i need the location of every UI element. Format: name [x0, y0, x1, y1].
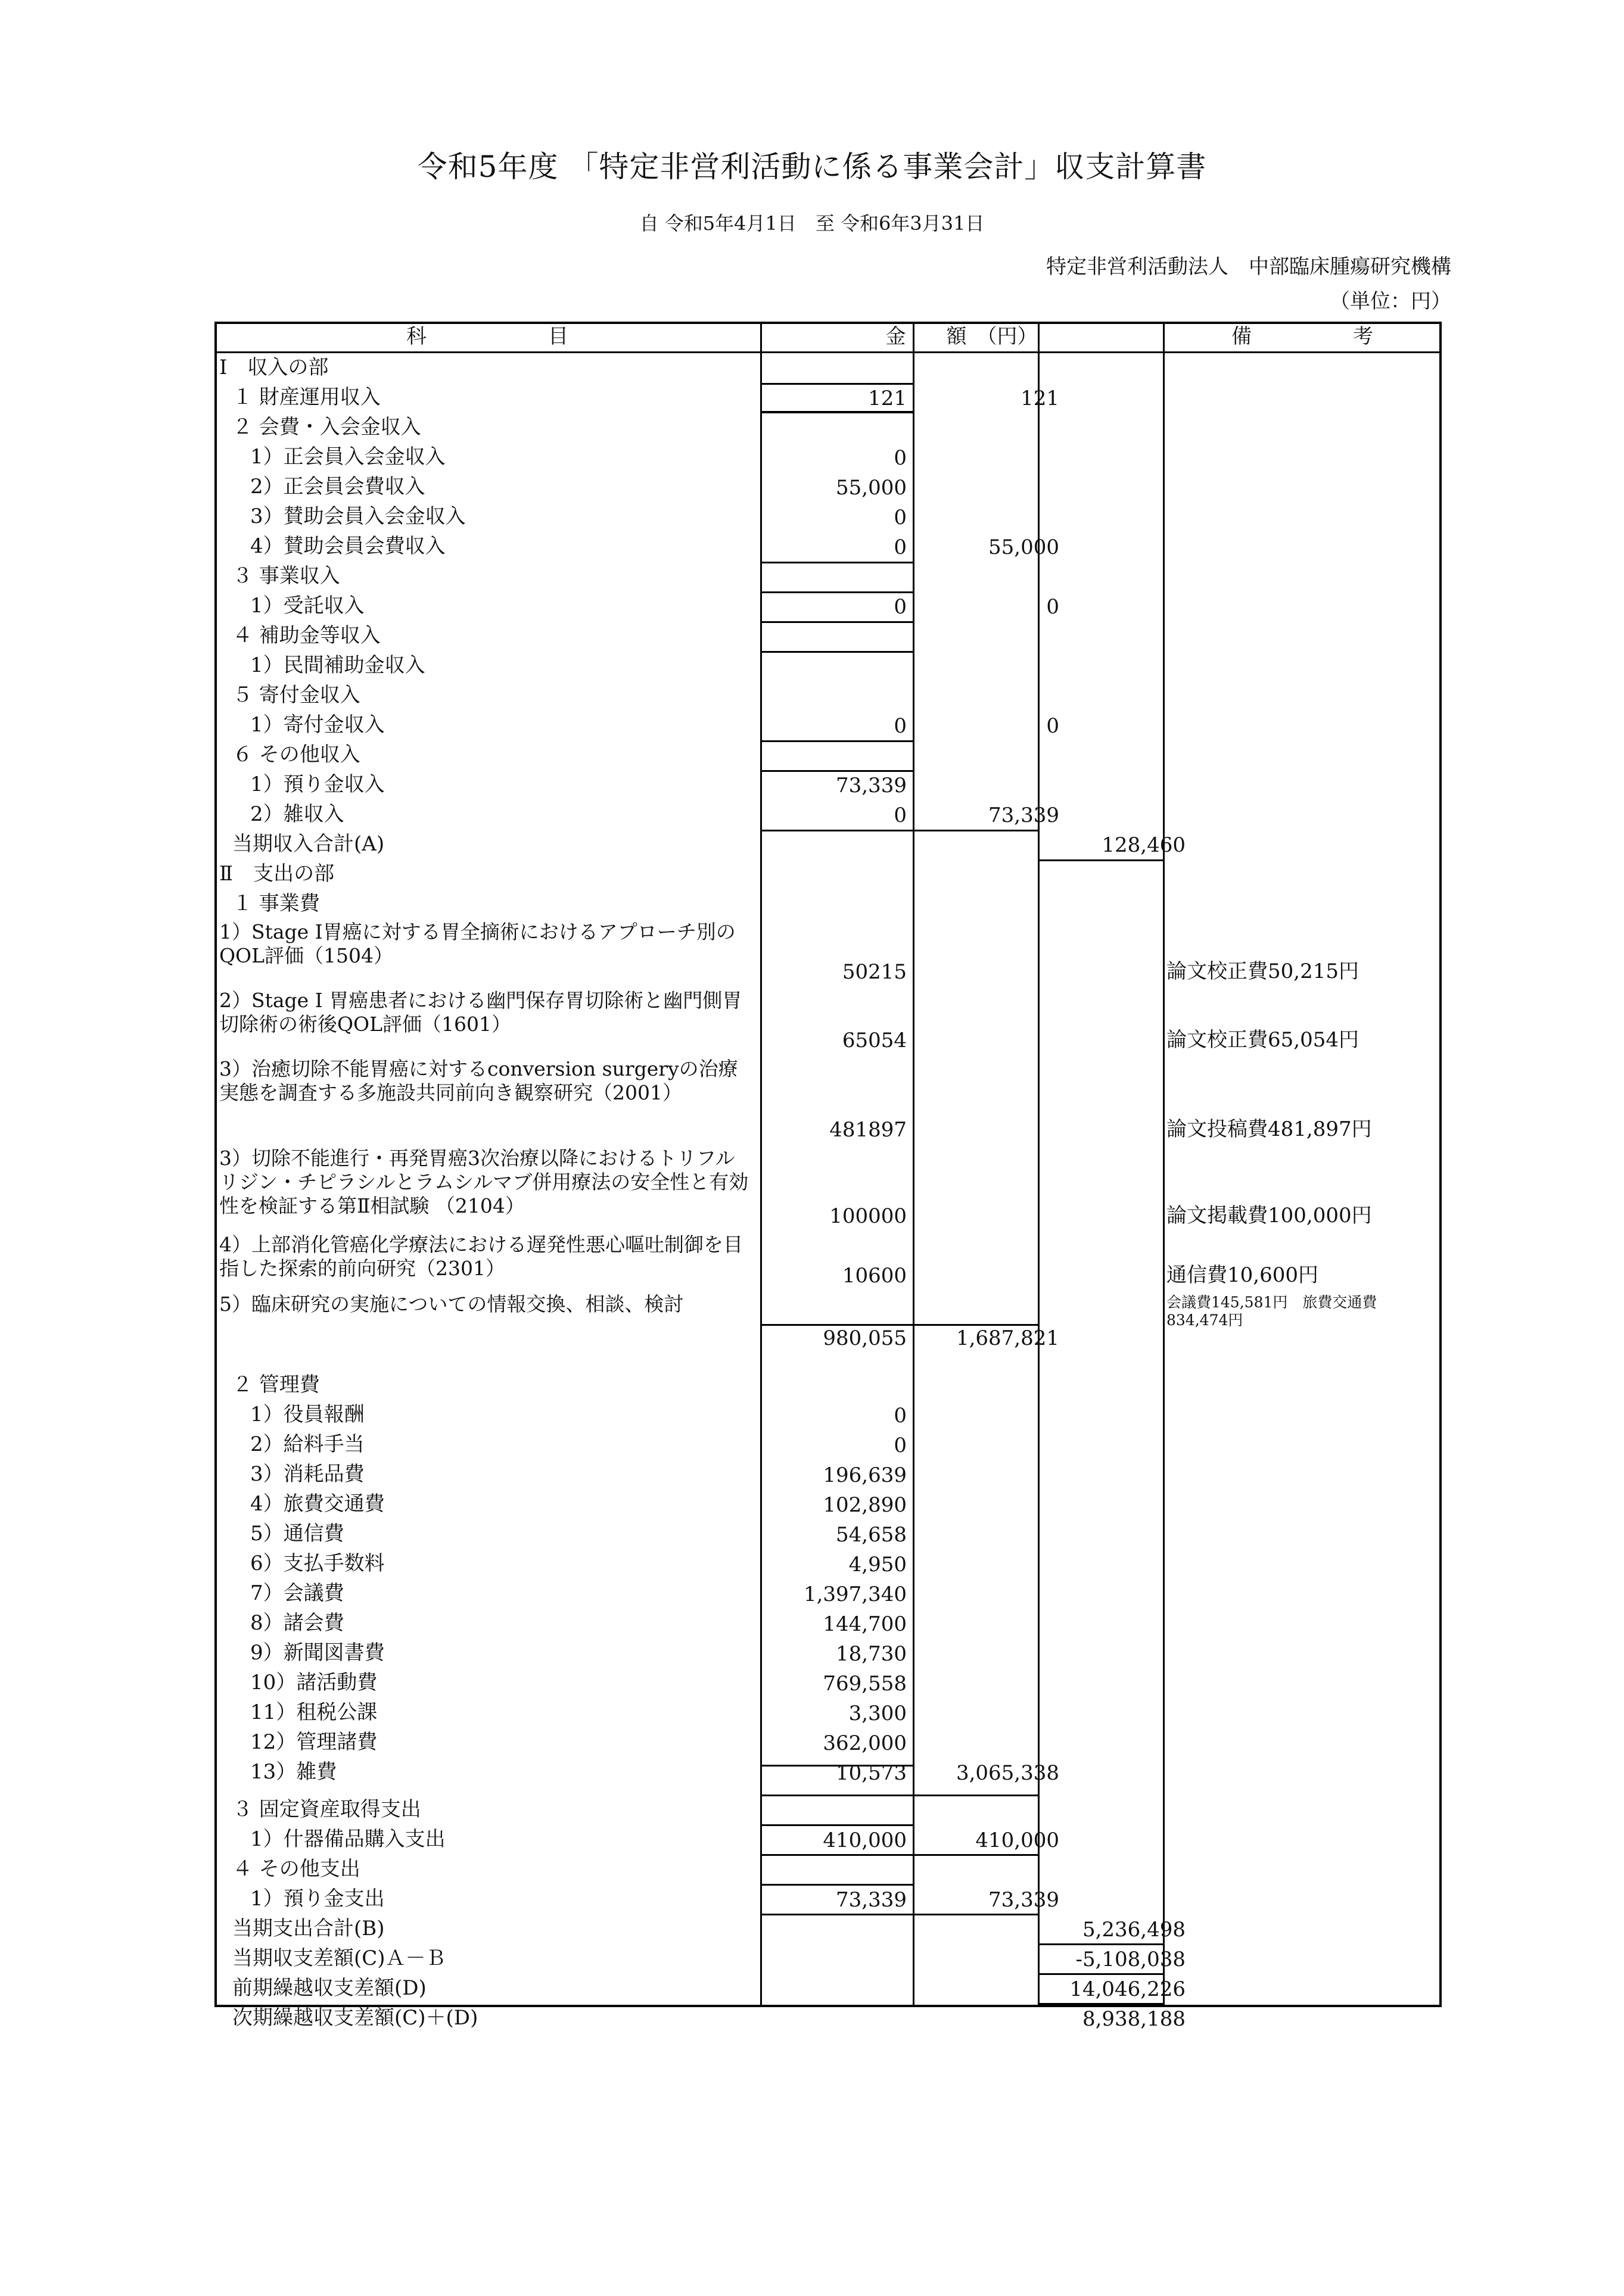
- amount-subtotal: 0: [1046, 714, 1059, 738]
- table-row: [214, 920, 1442, 986]
- table-row: [214, 1757, 1442, 1787]
- header-remarks: 備 考: [1231, 325, 1373, 348]
- row-label: 2）正会員会費収入: [250, 475, 425, 499]
- amount-subtotal: 73,339: [988, 803, 1059, 827]
- header-subject: 科 目: [406, 325, 568, 348]
- row-label: Ⅰ 収入の部: [219, 356, 329, 379]
- page-title: 令和5年度 「特定非営利活動に係る事業会計」収支計算書: [417, 149, 1207, 184]
- amount-detail: 0: [894, 803, 907, 827]
- unit-label: （単位：円）: [1330, 289, 1451, 313]
- row-label: 12）管理諸費: [250, 1730, 378, 1754]
- row-label: 前期繰越収支差額(D): [232, 1976, 427, 2000]
- row-label: 当期支出合計(B): [232, 1917, 385, 1940]
- amount-detail: 73,339: [836, 774, 907, 797]
- row-label: 4）賛助会員会費収入: [250, 534, 446, 558]
- table-row: [214, 1943, 1442, 1973]
- amount-detail: 100000: [829, 1204, 907, 1228]
- row-label: ４ その他支出: [232, 1857, 360, 1881]
- row-label: １ 財産運用収入: [232, 385, 381, 409]
- row-label: 1）什器備品購入支出: [250, 1827, 446, 1851]
- table-row: [214, 2003, 1442, 2033]
- table-row: [214, 1668, 1442, 1697]
- row-label: 1）寄付金収入: [250, 713, 385, 737]
- table-row: [214, 1549, 1442, 1578]
- amount-detail: 18,730: [836, 1642, 907, 1666]
- amount-detail: 0: [894, 1404, 907, 1428]
- table-row: [214, 1727, 1442, 1757]
- amount-detail: 0: [894, 446, 907, 470]
- amount-detail: 102,890: [823, 1493, 907, 1517]
- table-row: [214, 1638, 1442, 1668]
- amount-detail: 10600: [842, 1264, 907, 1288]
- row-label: Ⅱ 支出の部: [219, 862, 335, 886]
- table-row: [214, 1824, 1442, 1854]
- amount-subtotal: 0: [1046, 595, 1059, 619]
- amount-detail: 144,700: [823, 1612, 907, 1636]
- table-row: [214, 650, 1442, 680]
- amount-detail: 196,639: [823, 1463, 907, 1487]
- table-row: [214, 989, 1442, 1054]
- table-row: [214, 1489, 1442, 1519]
- amount-detail: 50215: [842, 960, 907, 984]
- amount-detail: 3,300: [848, 1702, 907, 1725]
- table-row: [214, 382, 1442, 412]
- row-label: 当期収入合計(A): [232, 832, 385, 856]
- amount-detail: 0: [894, 714, 907, 738]
- table-row: [214, 1400, 1442, 1429]
- table-row: [214, 1854, 1442, 1884]
- table-row: [214, 1914, 1442, 1943]
- row-label: ５ 寄付金収入: [232, 683, 360, 707]
- amount-total: 14,046,226: [1069, 1977, 1186, 2001]
- row-label: ３ 事業収入: [232, 564, 340, 588]
- budget-table: [214, 322, 1442, 2031]
- row-label: 3）治癒切除不能胃癌に対するconversion surgeryの治療実態を調査する多施設共同前向き観察研究（2001）: [219, 1057, 738, 1104]
- row-label: 1）正会員入会金収入: [250, 445, 446, 469]
- amount-detail: 769,558: [823, 1672, 907, 1696]
- amount-detail: 410,000: [823, 1828, 907, 1852]
- amount-detail: 10,573: [836, 1761, 907, 1785]
- table-row: [214, 591, 1442, 621]
- amount-detail: 0: [894, 506, 907, 529]
- table-row: [214, 710, 1442, 740]
- row-label: ２ 管理費: [232, 1373, 320, 1397]
- table-row: [214, 472, 1442, 501]
- row-label: 次期繰越収支差額(C)＋(D): [232, 2006, 478, 2030]
- amount-total: 5,236,498: [1082, 1918, 1186, 1942]
- table-row: [214, 1608, 1442, 1638]
- amount-detail: 1,397,340: [803, 1582, 907, 1606]
- row-label: 2）雑収入: [250, 802, 344, 826]
- amount-total: -5,108,038: [1075, 1948, 1186, 1971]
- row-remark: 論文校正費65,054円: [1166, 1028, 1359, 1052]
- row-label: 9）新聞図書費: [250, 1641, 385, 1665]
- row-remark: 論文校正費50,215円: [1166, 959, 1359, 983]
- row-label: １ 事業費: [232, 892, 320, 915]
- row-label: 13）雑費: [250, 1760, 337, 1784]
- row-label: ６ その他収入: [232, 743, 360, 767]
- table-row: [214, 1370, 1442, 1400]
- row-remark: 論文投稿費481,897円: [1166, 1117, 1372, 1141]
- amount-detail: 121: [868, 387, 907, 410]
- amount-total: 128,460: [1102, 833, 1186, 857]
- table-row: [214, 1429, 1442, 1459]
- row-label: ３ 固定資産取得支出: [232, 1797, 421, 1821]
- amount-detail: 65054: [842, 1029, 907, 1052]
- table-row: [214, 1697, 1442, 1727]
- table-row: [214, 531, 1442, 561]
- row-label: 2）給料手当: [250, 1432, 365, 1456]
- header-amount: 金 額 （円）: [885, 325, 1038, 348]
- table-row: [214, 501, 1442, 531]
- row-label: 3）賛助会員入会金収入: [250, 504, 466, 528]
- amount-total: 8,938,188: [1082, 2007, 1186, 2031]
- amount-subtotal: 3,065,338: [956, 1761, 1059, 1785]
- table-row: [214, 740, 1442, 770]
- amount-detail: 54,658: [836, 1523, 907, 1547]
- table-row: [214, 1459, 1442, 1489]
- table-row: [214, 1973, 1442, 2003]
- amount-detail: 73,339: [836, 1888, 907, 1912]
- row-label: 8）諸会費: [250, 1611, 344, 1635]
- row-remark: 論文掲載費100,000円: [1166, 1204, 1372, 1228]
- amount-detail: 481897: [829, 1118, 907, 1142]
- row-label: 当期収支差額(C)Ａ－Ｂ: [232, 1946, 446, 1970]
- table-row: [214, 680, 1442, 710]
- row-label: 1）役員報酬: [250, 1403, 365, 1426]
- table-row: [214, 1057, 1442, 1144]
- row-label: 4）上部消化管癌化学療法における遅発性悪心嘔吐制御を目指した探索的前向研究（2301）: [219, 1233, 743, 1280]
- row-label: 1）Stage I胃癌に対する胃全摘術におけるアプローチ別のQOL評価（1504）: [219, 920, 736, 967]
- row-label: ２ 会費・入会金収入: [232, 415, 421, 439]
- row-label: 4）旅費交通費: [250, 1492, 385, 1516]
- row-label: 10）諸活動費: [250, 1671, 378, 1694]
- table-row: [214, 889, 1442, 918]
- row-label: 1）民間補助金収入: [250, 653, 425, 677]
- fiscal-period: 自 令和5年4月1日 至 令和6年3月31日: [639, 212, 985, 235]
- amount-subtotal: 410,000: [975, 1828, 1059, 1852]
- organization-name: 特定非営利活動法人 中部臨床腫瘍研究機構: [1046, 255, 1451, 279]
- table-row: [214, 1147, 1442, 1230]
- table-row: [214, 442, 1442, 472]
- row-label: 6）支払手数料: [250, 1552, 385, 1575]
- table-row: [214, 859, 1442, 889]
- row-label: 1）受託収入: [250, 594, 365, 618]
- amount-detail: 4,950: [848, 1553, 907, 1577]
- table-row: [214, 621, 1442, 650]
- row-remark: 通信費10,600円: [1166, 1263, 1318, 1287]
- table-row: [214, 561, 1442, 591]
- table-row: [214, 1578, 1442, 1608]
- table-row: [214, 1292, 1442, 1352]
- row-label: ４ 補助金等収入: [232, 624, 381, 647]
- row-label: 3）切除不能進行・再発胃癌3次治療以降におけるトリフルリジン・チピラシルとラムシルマブ併用療法の安全性と有効性を検証する第Ⅱ相試験 （2104）: [219, 1147, 749, 1217]
- row-label: 7）会議費: [250, 1581, 344, 1605]
- table-row: [214, 1884, 1442, 1914]
- table-row: [214, 770, 1442, 799]
- table-row: [214, 1233, 1442, 1289]
- table-row: [214, 412, 1442, 442]
- amount-detail: 980,055: [823, 1326, 907, 1350]
- table-row: [214, 1519, 1442, 1549]
- amount-subtotal: 73,339: [988, 1888, 1059, 1912]
- row-label: 2）Stage Ⅰ 胃癌患者における幽門保存胃切除術と幽門側胃切除術の術後QOL評価（1601）: [219, 989, 742, 1036]
- amount-subtotal: 1,687,821: [956, 1326, 1059, 1350]
- row-remark: 会議費145,581円 旅費交通費834,474円: [1166, 1294, 1377, 1329]
- row-label: 1）預り金支出: [250, 1887, 385, 1911]
- table-row: [214, 1795, 1442, 1824]
- amount-subtotal: 55,000: [988, 535, 1059, 559]
- amount-subtotal: 121: [1021, 387, 1059, 410]
- amount-detail: 0: [894, 1434, 907, 1457]
- table-row: [214, 353, 1442, 382]
- row-label: 5）臨床研究の実施についての情報交換、相談、検討: [219, 1292, 684, 1316]
- row-label: 1）預り金収入: [250, 772, 385, 796]
- row-label: 11）租税公課: [250, 1700, 378, 1724]
- amount-detail: 362,000: [823, 1731, 907, 1755]
- row-label: 5）通信費: [250, 1522, 344, 1546]
- table-row: [214, 799, 1442, 829]
- amount-detail: 0: [894, 595, 907, 619]
- row-label: 3）消耗品費: [250, 1462, 365, 1486]
- table-row: [214, 829, 1442, 859]
- amount-detail: 55,000: [836, 476, 907, 500]
- amount-detail: 0: [894, 535, 907, 559]
